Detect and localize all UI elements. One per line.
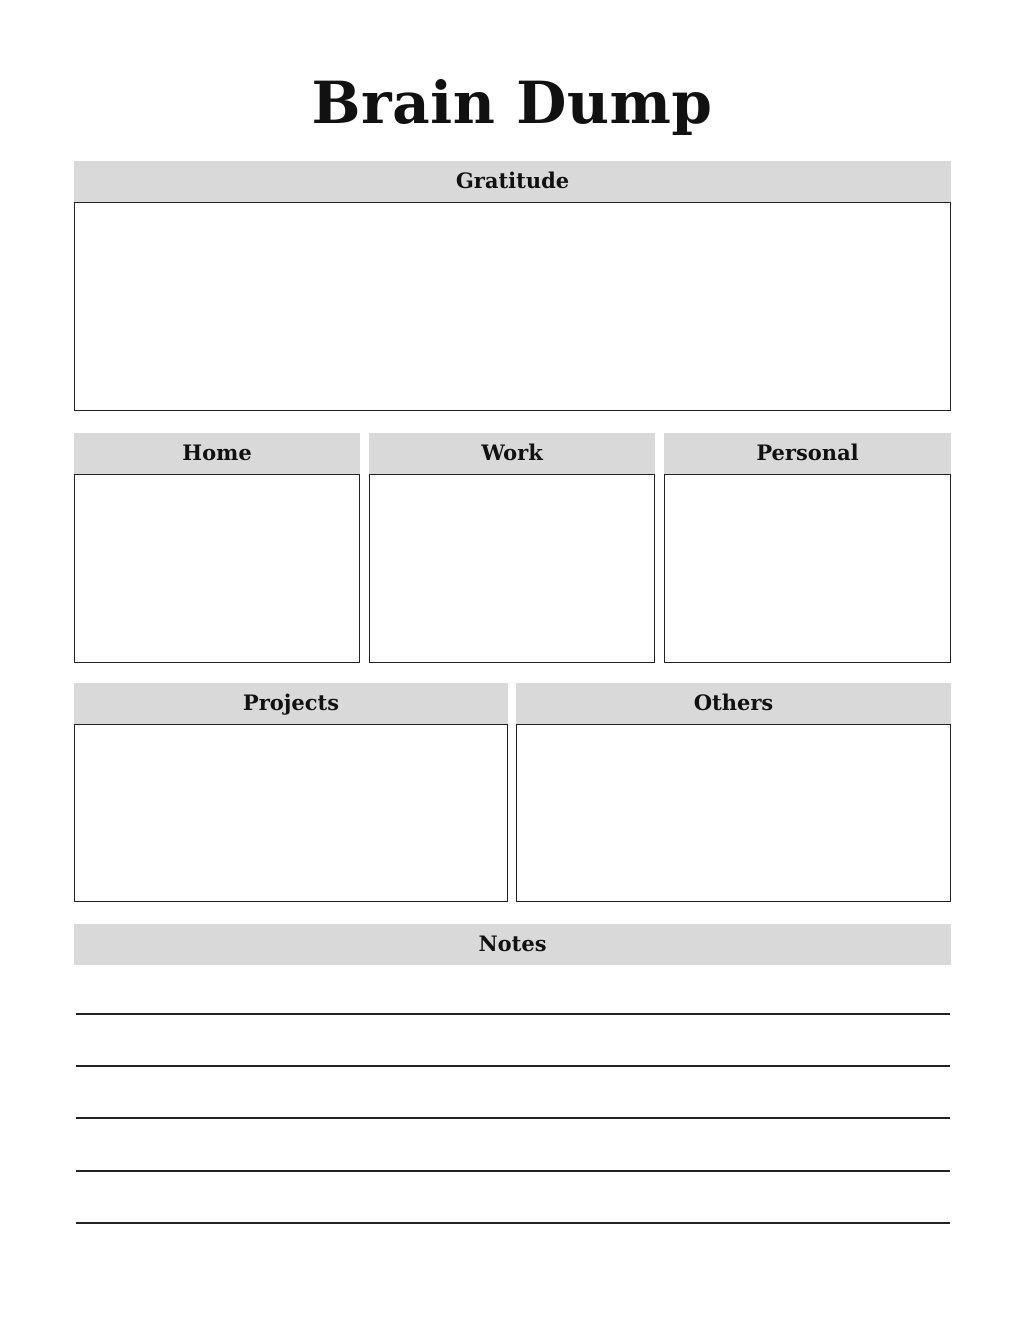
projects-header: Projects	[74, 683, 508, 724]
gratitude-writing-box[interactable]	[74, 202, 951, 411]
others-writing-box[interactable]	[516, 724, 951, 902]
notes-line[interactable]	[76, 1013, 950, 1015]
projects-writing-box[interactable]	[74, 724, 508, 902]
home-writing-box[interactable]	[74, 474, 360, 663]
page-title: Brain Dump	[311, 69, 713, 137]
notes-line[interactable]	[76, 1170, 950, 1172]
work-section	[369, 433, 655, 663]
notes-line[interactable]	[76, 1065, 950, 1067]
home-header: Home	[74, 433, 360, 474]
work-writing-box[interactable]	[369, 474, 655, 663]
projects-section	[74, 683, 508, 902]
gratitude-section	[74, 161, 951, 411]
gratitude-header: Gratitude	[74, 161, 951, 202]
work-header: Work	[369, 433, 655, 474]
notes-line[interactable]	[76, 1222, 950, 1224]
notes-line[interactable]	[76, 1117, 950, 1119]
notes-section	[74, 924, 951, 965]
others-section	[516, 683, 951, 902]
home-section	[74, 433, 360, 663]
personal-section	[664, 433, 951, 663]
personal-writing-box[interactable]	[664, 474, 951, 663]
others-header: Others	[516, 683, 951, 724]
notes-header: Notes	[74, 924, 951, 965]
personal-header: Personal	[664, 433, 951, 474]
